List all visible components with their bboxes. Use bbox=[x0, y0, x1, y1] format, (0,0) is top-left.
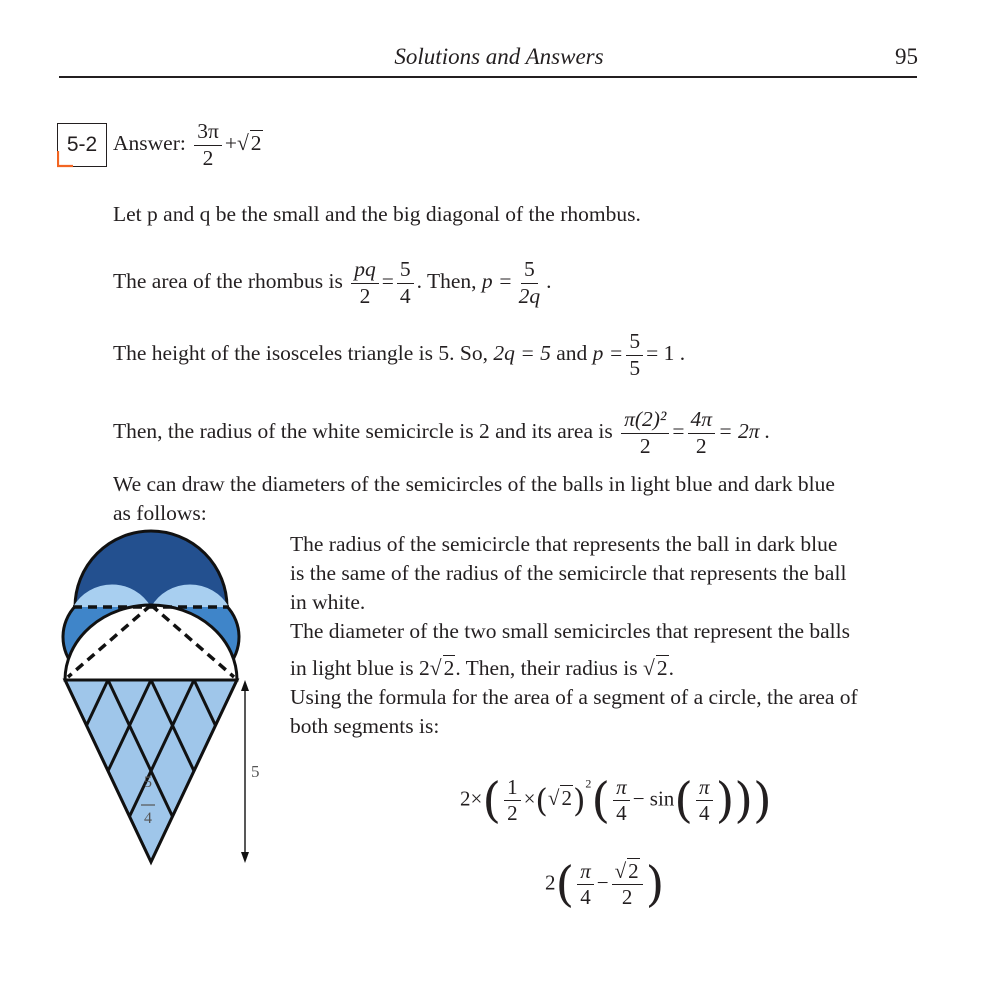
denominator: 2 bbox=[507, 801, 518, 826]
para2-prefix: in light blue is 2 bbox=[290, 656, 430, 680]
paren: ( bbox=[674, 772, 694, 829]
line4-prefix: Then, the radius of the white semicircle is 2 and its area is bbox=[113, 419, 613, 444]
answer-plus: + bbox=[224, 131, 237, 156]
side-length-label bbox=[144, 774, 152, 791]
numerator bbox=[612, 860, 643, 885]
fraction-half bbox=[504, 776, 521, 825]
formula-segment-area bbox=[460, 772, 772, 829]
p-equals: p = bbox=[592, 341, 624, 366]
sqrt-radicand: 2 bbox=[656, 656, 668, 680]
and-word: and bbox=[556, 341, 588, 366]
fraction-4pi-over-2 bbox=[688, 408, 716, 458]
sqrt-radicand: 2 bbox=[628, 859, 639, 883]
answer-denominator: 2 bbox=[202, 145, 214, 170]
coefficient: 2 bbox=[545, 870, 556, 895]
fraction-5-over-2q bbox=[516, 258, 544, 308]
sqrt-2 bbox=[643, 654, 669, 683]
sqrt-radicand: 2 bbox=[561, 786, 572, 811]
coefficient: 2× bbox=[460, 786, 483, 811]
denominator: 4 bbox=[616, 801, 627, 826]
problem-number: 5-2 bbox=[66, 133, 98, 156]
para1-line1: The radius of the semicircle that represents the ball in dark blue bbox=[290, 532, 838, 556]
fraction-root2-over-2 bbox=[612, 860, 643, 909]
answer-numerator: 3π bbox=[194, 120, 222, 146]
text-line-5: We can draw the diameters of the semicircles of the balls in light blue and dark blue bbox=[113, 472, 835, 496]
equals: = bbox=[381, 269, 394, 294]
numerator: 5 bbox=[397, 258, 414, 284]
running-header-title: Solutions and Answers bbox=[394, 44, 604, 69]
numerator: pq bbox=[351, 258, 379, 284]
then-word: . Then, bbox=[416, 269, 477, 294]
text-line-2 bbox=[113, 258, 551, 308]
text-line-1: Let p and q be the small and the big diagonal of the rhombus. bbox=[113, 202, 641, 226]
para1-line3: in white. bbox=[290, 590, 366, 614]
paragraph-dark-blue bbox=[290, 530, 858, 741]
exponent: 2 bbox=[585, 776, 592, 791]
answer-fraction bbox=[194, 120, 222, 170]
numerator: π(2)² bbox=[621, 408, 669, 434]
sqrt-sign: √ bbox=[429, 656, 442, 680]
sqrt-sign: √ bbox=[236, 131, 249, 156]
fraction-5-over-4 bbox=[397, 258, 414, 308]
minus: − bbox=[596, 870, 609, 895]
sqrt-2 bbox=[615, 860, 640, 883]
line2-prefix: The area of the rhombus is bbox=[113, 269, 343, 294]
line3-prefix: The height of the isosceles triangle is 5. So, bbox=[113, 341, 488, 366]
height-label: 5 bbox=[251, 762, 260, 781]
answer-label: Answer: bbox=[113, 131, 186, 156]
sqrt-sign: √ bbox=[614, 859, 627, 883]
numerator: π bbox=[613, 776, 630, 801]
sqrt-2 bbox=[548, 786, 573, 811]
ice-cream-figure bbox=[55, 525, 280, 875]
paren: ( bbox=[591, 772, 611, 829]
side-label-numerator: 5 bbox=[144, 774, 152, 791]
denominator: 2 bbox=[639, 433, 651, 458]
p-equals: p = bbox=[481, 269, 513, 294]
paren: ))) bbox=[715, 772, 772, 829]
times: × bbox=[523, 786, 536, 811]
equation-2q: 2q = 5 bbox=[493, 341, 551, 366]
arrow-up-icon bbox=[241, 680, 249, 691]
fraction-pq-over-2 bbox=[351, 258, 379, 308]
equals-2pi: = 2π . bbox=[718, 419, 771, 444]
para2-middle: . Then, their radius is bbox=[455, 656, 638, 680]
sqrt-2 bbox=[430, 654, 456, 683]
numerator: 5 bbox=[521, 258, 538, 284]
numerator: π bbox=[577, 860, 594, 885]
para3-line2: both segments is: bbox=[290, 714, 440, 738]
denominator: 2 bbox=[621, 885, 633, 910]
denominator: 2q bbox=[518, 283, 541, 308]
paren: ) bbox=[572, 781, 586, 820]
header-rule bbox=[59, 76, 917, 78]
denominator: 4 bbox=[399, 283, 411, 308]
corner-accent-icon bbox=[57, 150, 77, 170]
numerator: π bbox=[696, 776, 713, 801]
minus-sin: − sin bbox=[632, 786, 675, 811]
formula-simplified bbox=[545, 856, 665, 913]
answer-sqrt bbox=[237, 131, 263, 156]
page-number: 95 bbox=[895, 44, 918, 69]
period: . bbox=[546, 269, 552, 294]
para2-line2 bbox=[290, 654, 858, 683]
fraction-pi-over-4 bbox=[577, 860, 594, 909]
para1-line2: is the same of the radius of the semicircle that represents the ball bbox=[290, 561, 847, 585]
denominator: 5 bbox=[629, 355, 641, 380]
numerator: 1 bbox=[504, 776, 521, 801]
sqrt-sign: √ bbox=[643, 656, 655, 680]
paren: ( bbox=[555, 856, 575, 913]
denominator: 2 bbox=[695, 433, 707, 458]
side-label-denominator: 4 bbox=[144, 810, 152, 827]
text-line-4 bbox=[113, 408, 770, 458]
sqrt-radicand: 2 bbox=[443, 656, 455, 680]
denominator: 2 bbox=[359, 283, 371, 308]
answer-line bbox=[113, 120, 263, 170]
text-line-3 bbox=[113, 330, 685, 380]
period: . bbox=[668, 656, 674, 680]
paren: ( bbox=[535, 781, 548, 820]
equals: = bbox=[672, 419, 685, 444]
fraction-pi-2-squared-over-2 bbox=[621, 408, 669, 458]
fraction-pi-over-4 bbox=[613, 776, 630, 825]
numerator: 4π bbox=[688, 408, 716, 434]
equals-one: = 1 . bbox=[646, 341, 686, 366]
numerator: 5 bbox=[626, 330, 643, 356]
paren: ( bbox=[482, 772, 502, 829]
text-line-6: as follows: bbox=[113, 501, 207, 525]
paren: ) bbox=[645, 856, 665, 913]
denominator: 4 bbox=[699, 801, 710, 826]
para2-line1: The diameter of the two small semicircles that represent the balls bbox=[290, 619, 850, 643]
fraction-pi-over-4 bbox=[696, 776, 713, 825]
denominator: 4 bbox=[580, 885, 591, 910]
arrow-down-icon bbox=[241, 852, 249, 863]
fraction-5-over-5 bbox=[626, 330, 643, 380]
sqrt-sign: √ bbox=[547, 786, 560, 811]
para3-line1: Using the formula for the area of a segment of a circle, the area of bbox=[290, 685, 858, 709]
sqrt-radicand: 2 bbox=[250, 131, 262, 156]
